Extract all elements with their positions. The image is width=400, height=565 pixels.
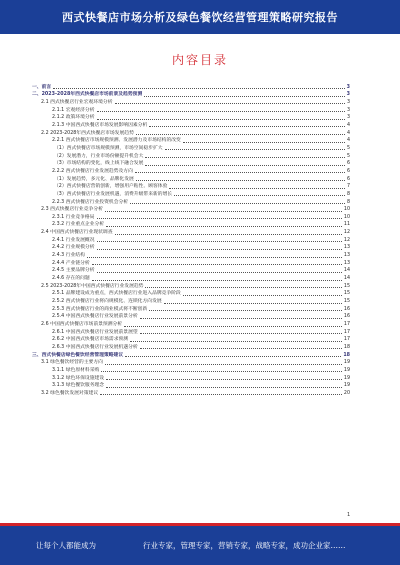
toc-dot-leader: [115, 234, 342, 235]
toc-dot-leader: [149, 126, 345, 127]
toc-entry[interactable]: [32, 236, 350, 244]
toc-entry-title: 2.5.1 品牌建设成为重点，西式快餐店行业进入品牌竞争阶段: [52, 291, 181, 297]
toc-entry-page: 16: [343, 306, 350, 312]
toc-entry-page: 3: [346, 84, 350, 90]
toc-entry-page: 11: [343, 222, 350, 228]
toc-entry[interactable]: [32, 91, 350, 99]
toc-entry[interactable]: [32, 144, 350, 152]
report-title: 西式快餐店市场分析及绿色餐饮经营管理策略研究报告: [62, 11, 338, 24]
toc-entry[interactable]: [32, 198, 350, 206]
toc-entry-title: 3.1.1 绿色原材料采购: [52, 367, 100, 373]
toc-entry[interactable]: [32, 213, 350, 221]
toc-dot-leader: [145, 165, 345, 166]
toc-entry-page: 6: [346, 176, 350, 182]
toc-dot-leader: [130, 341, 342, 342]
toc-entry-page: 20: [343, 390, 350, 396]
toc-entry-title: （2）发展潜力，行业市场份额提升机会大: [54, 153, 144, 159]
toc-entry-title: 2.1.2 政策环境分析: [52, 115, 95, 121]
toc-entry[interactable]: [32, 121, 350, 129]
toc-entry[interactable]: [32, 259, 350, 267]
toc-entry-title: 2.2 2023-2028年西式快餐店市场发展趋势: [41, 130, 134, 136]
footer-slogan-right: 行业专家，管理专家，营销专家，战略专家，成功企业家……: [143, 541, 346, 550]
toc-entry-title: 2.6.1 中国西式快餐店行业发展前景展望: [52, 329, 138, 335]
toc-dot-leader: [101, 371, 342, 372]
toc-entry[interactable]: [32, 106, 350, 114]
toc-entry-page: 19: [343, 367, 350, 373]
toc-entry-title: 2.3.1 行业竞争格局: [52, 214, 95, 220]
toc-dot-leader: [183, 142, 345, 143]
toc-entry[interactable]: [32, 366, 350, 374]
toc-entry-title: 3.1.2 绿色环保设施建设: [52, 375, 105, 381]
toc-entry-title: （2）西式快餐店营销创新，增强用户粘性、顾客体验: [54, 184, 168, 190]
toc-entry[interactable]: [32, 343, 350, 351]
toc-dot-leader: [105, 364, 342, 365]
toc-entry[interactable]: [32, 320, 350, 328]
table-of-contents: [32, 83, 350, 397]
toc-entry-page: 7: [346, 184, 350, 190]
toc-entry[interactable]: [32, 167, 350, 175]
toc-dot-leader: [144, 96, 344, 97]
toc-entry-page: 12: [343, 230, 350, 236]
toc-dot-leader: [115, 103, 345, 104]
toc-entry-title: 2.1.1 宏观经济分析: [52, 107, 95, 113]
footer-banner: [0, 523, 400, 565]
toc-entry-title: 2.4.3 行业结构: [52, 253, 85, 259]
toc-entry[interactable]: [32, 328, 350, 336]
toc-dot-leader: [165, 149, 345, 150]
toc-entry-title: 2.4 中国西式快餐店行业现状调查: [41, 230, 113, 236]
toc-entry-title: 2.4.6 存在的问题: [52, 276, 90, 282]
toc-entry[interactable]: [32, 83, 350, 91]
toc-dot-leader: [97, 272, 342, 273]
toc-entry-page: 19: [343, 360, 350, 366]
toc-dot-leader: [135, 172, 345, 173]
toc-entry[interactable]: [32, 389, 350, 397]
toc-entry-title: （1）发展趋势，多元化、品牌化发展: [54, 176, 134, 182]
toc-entry-page: 14: [343, 276, 350, 282]
toc-entry[interactable]: [32, 282, 350, 290]
toc-entry-title: 2.3.2 行业重点企业分析: [52, 222, 105, 228]
toc-dot-leader: [87, 257, 342, 258]
toc-entry-page: 18: [343, 352, 350, 358]
toc-entry-page: 10: [343, 207, 350, 213]
toc-entry[interactable]: [32, 152, 350, 160]
toc-entry-title: 2.1 西式快餐店行业宏观环境分析: [41, 99, 113, 105]
toc-dot-leader: [106, 387, 342, 388]
toc-dot-leader: [92, 280, 342, 281]
toc-dot-leader: [124, 326, 342, 327]
report-header: [0, 0, 400, 34]
toc-entry-title: 2.4.1 行业发展概况: [52, 237, 95, 243]
toc-dot-leader: [105, 211, 342, 212]
toc-entry-title: 2.2.2 西式快餐店行业发展趋势及方向: [52, 168, 133, 174]
toc-entry[interactable]: [32, 351, 350, 359]
toc-entry-page: 10: [343, 214, 350, 220]
toc-entry[interactable]: [32, 244, 350, 252]
toc-entry-title: 2.5 2023-2028年中国西式快餐店行业发展趋势: [41, 283, 144, 289]
toc-dot-leader: [149, 310, 342, 311]
toc-entry[interactable]: [32, 297, 350, 305]
footer-slogan-left: 让每个人都能成为: [36, 541, 96, 550]
toc-entry-page: 13: [343, 260, 350, 266]
toc-dot-leader: [136, 180, 345, 181]
toc-entry-page: 13: [343, 253, 350, 259]
toc-entry-title: 2.2.1 西式快餐店市场规模预测、发展潜力及市场结构的改变: [52, 138, 181, 144]
toc-entry[interactable]: [32, 137, 350, 145]
toc-dot-leader: [130, 203, 345, 204]
toc-dot-leader: [97, 111, 345, 112]
toc-entry[interactable]: [32, 313, 350, 321]
page-number: 1: [347, 512, 351, 518]
toc-entry[interactable]: [32, 290, 350, 298]
toc-dot-leader: [106, 226, 342, 227]
toc-entry-title: 2.2.3 西式快餐店行业投资机会分析: [52, 199, 129, 205]
toc-dot-leader: [136, 134, 345, 135]
toc-dot-leader: [145, 287, 341, 288]
toc-entry-page: 3: [346, 99, 350, 105]
toc-entry[interactable]: [32, 251, 350, 259]
toc-entry-title: （3）市场结构的变化，线上线下融合发展: [54, 161, 144, 167]
toc-dot-leader: [145, 157, 345, 158]
toc-entry[interactable]: [32, 305, 350, 313]
toc-dot-leader: [183, 295, 342, 296]
toc-entry-page: 6: [346, 161, 350, 167]
toc-dot-leader: [97, 119, 345, 120]
toc-entry-title: 2.4.4 产业链分析: [52, 260, 90, 266]
toc-entry-page: 4: [346, 122, 350, 128]
toc-entry-title: （3）西式快餐店行业发展机遇，消费升级带来新的增长: [54, 191, 173, 197]
toc-dot-leader: [97, 241, 342, 242]
toc-entry-page: 17: [343, 322, 350, 327]
toc-dot-leader: [97, 218, 342, 219]
toc-entry-page: 8: [346, 191, 350, 197]
toc-entry-title: 2.5.3 西式快餐店行业的商业模式将不断创新: [52, 306, 148, 312]
toc-entry-title: 3.2 绿色餐饮发展对策建议: [41, 390, 99, 396]
toc-entry-page: 19: [343, 383, 350, 389]
toc-dot-leader: [106, 379, 342, 380]
toc-entry-page: 16: [343, 314, 350, 320]
toc-entry-title: 2.5.2 西式快餐店行业将向规模化、连锁化方向发展: [52, 299, 162, 305]
toc-dot-leader: [100, 394, 342, 395]
toc-entry[interactable]: [32, 274, 350, 282]
toc-entry-title: 2.4.2 行业规模分析: [52, 245, 95, 251]
toc-entry-title: 2.3 西式快餐店行业竞争分析: [41, 207, 103, 213]
toc-dot-leader: [140, 333, 342, 334]
toc-entry-page: 12: [343, 237, 350, 243]
toc-entry[interactable]: [32, 160, 350, 168]
toc-entry-title: （1）西式快餐店市场规模预测，市场空间稳步扩大: [54, 145, 163, 151]
toc-entry[interactable]: [32, 228, 350, 236]
toc-entry[interactable]: [32, 129, 350, 137]
toc-entry-page: 13: [343, 245, 350, 251]
toc-entry-page: 3: [346, 115, 350, 121]
toc-entry[interactable]: [32, 374, 350, 382]
toc-entry[interactable]: [32, 267, 350, 275]
toc-entry[interactable]: [32, 382, 350, 390]
toc-entry-title: 三、西式快餐店绿色餐饮经营管理策略建议: [32, 352, 124, 358]
toc-dot-leader: [97, 249, 342, 250]
toc-entry[interactable]: [32, 359, 350, 367]
toc-entry-title: 2.6.3 中国西式快餐店行业发展机遇分析: [52, 344, 138, 350]
toc-entry-title: 2.5.4 中国西式快餐店行业发展前景分析: [52, 314, 138, 320]
toc-entry[interactable]: [32, 336, 350, 344]
toc-entry-page: 8: [346, 199, 350, 205]
toc-entry-page: 5: [346, 153, 350, 159]
toc-dot-leader: [53, 88, 344, 89]
toc-entry-page: 15: [343, 283, 350, 289]
toc-entry-title: 二、2023-2028年西式快餐店市场前景及趋势预测: [32, 92, 143, 98]
toc-entry-page: 17: [343, 337, 350, 343]
toc-entry-page: 15: [343, 299, 350, 305]
toc-entry-page: 3: [346, 92, 350, 98]
toc-entry-page: 15: [343, 291, 350, 297]
toc-entry-title: 2.6.2 中国西式快餐店市场需求预测: [52, 337, 129, 343]
toc-entry[interactable]: [32, 190, 350, 198]
toc-entry-page: 4: [346, 130, 350, 136]
toc-entry[interactable]: [32, 175, 350, 183]
toc-entry[interactable]: [32, 114, 350, 122]
toc-dot-leader: [164, 303, 342, 304]
footer-accent-stripe: [0, 523, 400, 526]
toc-heading: 内容目录: [171, 53, 228, 67]
toc-entry-title: 2.1.3 中国西式快餐店市场发展影响因素分析: [52, 122, 148, 128]
toc-dot-leader: [140, 348, 342, 349]
toc-entry-title: 2.6 中国西式快餐店市场前景预测分析: [41, 322, 123, 327]
toc-entry-page: 19: [343, 375, 350, 381]
toc-entry-title: 一、前言: [32, 84, 52, 90]
toc-dot-leader: [125, 356, 341, 357]
toc-dot-leader: [140, 318, 342, 319]
toc-dot-leader: [92, 264, 342, 265]
toc-entry-page: 14: [343, 268, 350, 274]
toc-entry-page: 18: [343, 344, 350, 350]
toc-entry-title: 3.1.3 绿色餐饮服务理念: [52, 383, 105, 389]
toc-entry[interactable]: [32, 183, 350, 191]
toc-entry-page: 17: [343, 329, 350, 335]
toc-dot-leader: [174, 195, 345, 196]
toc-entry[interactable]: [32, 206, 350, 214]
toc-entry-page: 3: [346, 107, 350, 113]
toc-entry[interactable]: [32, 98, 350, 106]
toc-entry-title: 3.1 绿色餐饮经营的主要方向: [41, 360, 103, 366]
toc-entry-title: 2.4.5 主要品牌分析: [52, 268, 95, 274]
toc-entry-page: 4: [346, 138, 350, 144]
toc-entry-page: 6: [346, 168, 350, 174]
toc-entry-page: 5: [346, 145, 350, 151]
toc-dot-leader: [169, 188, 345, 189]
toc-entry[interactable]: [32, 221, 350, 229]
